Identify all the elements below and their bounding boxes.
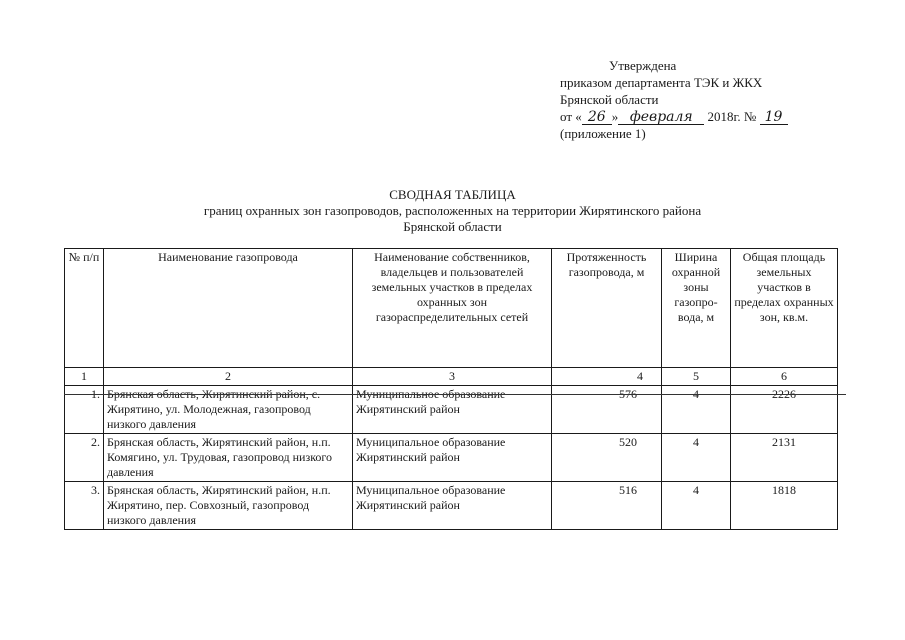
owner: Муниципальное образование Жирятинский район bbox=[353, 386, 552, 434]
length: 520 bbox=[552, 434, 662, 482]
pipeline-name: Брянская область, Жирятинский район, н.п. Жирятино, пер. Совхозный, газопровод низкого давления bbox=[104, 482, 353, 530]
approval-annex: (приложение 1) bbox=[560, 126, 646, 141]
date-year: 2018г. bbox=[707, 109, 741, 124]
approval-date-line bbox=[560, 108, 788, 125]
header-zone-width: Ширина охранной зоны газопро-вода, м bbox=[662, 249, 731, 368]
title-line-3: Брянской области bbox=[403, 219, 502, 234]
title-line-1: СВОДНАЯ ТАБЛИЦА bbox=[389, 187, 516, 202]
area: 1818 bbox=[731, 482, 838, 530]
area: 2131 bbox=[731, 434, 838, 482]
header-length: Протяженность газопровода, м bbox=[552, 249, 662, 368]
date-day: 26 bbox=[582, 110, 612, 125]
table-row bbox=[65, 434, 838, 482]
header-area: Общая площадь земельных участков в пределах охранных зон, кв.м. bbox=[731, 249, 838, 368]
col-number-6: 6 bbox=[731, 368, 838, 386]
approval-line-2: приказом департамента ТЭК и ЖКХ bbox=[560, 75, 763, 90]
order-number: 19 bbox=[760, 110, 788, 125]
col-number-5: 5 bbox=[662, 368, 731, 386]
zone-width: 4 bbox=[662, 386, 731, 434]
table-row bbox=[65, 482, 838, 530]
date-mid: » bbox=[611, 109, 619, 124]
column-numbers-row bbox=[65, 368, 838, 386]
zone-width: 4 bbox=[662, 482, 731, 530]
col-number-2: 2 bbox=[104, 368, 353, 386]
document-title bbox=[0, 187, 905, 235]
header-owners: Наименование собственников, владельцев и пользователей земельных участков в пределах охранных зон газораспределительных сетей bbox=[353, 249, 552, 368]
date-month: февраля bbox=[618, 110, 704, 125]
approval-line-3: Брянской области bbox=[560, 92, 659, 107]
approval-line-1: Утверждена bbox=[609, 58, 677, 73]
zone-width: 4 bbox=[662, 434, 731, 482]
pipeline-name: Брянская область, Жирятинский район, н.п. Комягино, ул. Трудовая, газопровод низкого давления bbox=[104, 434, 353, 482]
owner: Муниципальное образование Жирятинский район bbox=[353, 482, 552, 530]
table-row bbox=[65, 386, 838, 434]
length: 516 bbox=[552, 482, 662, 530]
date-prefix: от « bbox=[560, 109, 582, 124]
strikethrough-line bbox=[64, 394, 846, 395]
title-line-2: границ охранных зон газопроводов, расположенных на территории Жирятинского района bbox=[203, 203, 702, 218]
row-number: 2. bbox=[65, 434, 104, 482]
header-row bbox=[65, 249, 838, 368]
area: 2226 bbox=[731, 386, 838, 434]
col-number-4: 4 bbox=[552, 368, 662, 386]
row-number: 3. bbox=[65, 482, 104, 530]
summary-table bbox=[64, 248, 838, 530]
approval-stamp bbox=[560, 57, 788, 142]
number-sign: № bbox=[743, 109, 757, 124]
col-number-1: 1 bbox=[65, 368, 104, 386]
length: 576 bbox=[552, 386, 662, 434]
owner: Муниципальное образование Жирятинский район bbox=[353, 434, 552, 482]
pipeline-name: Брянская область, Жирятинский район, с. Жирятино, ул. Молодежная, газопровод низкого давления bbox=[104, 386, 353, 434]
header-number: № п/п bbox=[65, 249, 104, 368]
col-number-3: 3 bbox=[353, 368, 552, 386]
row-number: 1. bbox=[65, 386, 104, 434]
header-pipeline-name: Наименование газопровода bbox=[104, 249, 353, 368]
